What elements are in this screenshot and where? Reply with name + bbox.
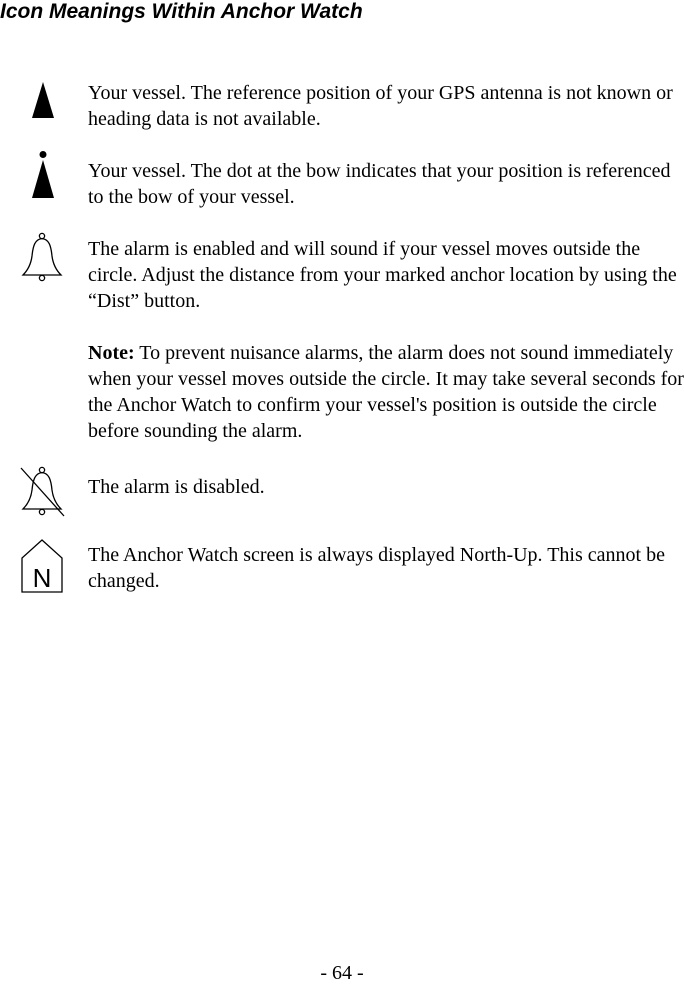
alarm-bell-icon (20, 232, 66, 284)
vessel-bow-dot-icon (20, 150, 66, 202)
item-description: Your vessel. The dot at the bow indicates that your position is referenced to the bow of your vessel. (88, 160, 671, 208)
alarm-disabled-icon (20, 466, 66, 518)
north-up-icon (20, 538, 66, 594)
note-paragraph (88, 340, 684, 444)
item-description: Your vessel. The reference position of your GPS antenna is not known or heading data is not available. (88, 82, 673, 130)
item-description: The alarm is disabled. (88, 476, 265, 498)
item-description: The alarm is enabled and will sound if your vessel moves outside the circle. Adjust the distance from your marked anchor location by using the “Dist” button. Note: To prevent nuisance alarms, the alarm does not sound immediately when your vessel moves outside the circle. It may take several seconds for the Anchor Watch to confirm your vessel's position is outside the circle before sounding the alarm. (88, 236, 684, 444)
page-title: Icon Meanings Within Anchor Watch (0, 0, 363, 23)
item-description: The Anchor Watch screen is always displayed North-Up. This cannot be changed. (88, 544, 665, 592)
north-up-label: N (32, 563, 52, 593)
page-number: - 64 - (320, 962, 364, 984)
note-label: Note: (88, 342, 135, 364)
vessel-triangle-icon (20, 78, 66, 124)
note-text: To prevent nuisance alarms, the alarm does not sound immediately when your vessel moves outside the circle. It may take several seconds for the Anchor Watch to confirm your vessel's position is outside the circle before sounding the alarm. (88, 342, 684, 442)
